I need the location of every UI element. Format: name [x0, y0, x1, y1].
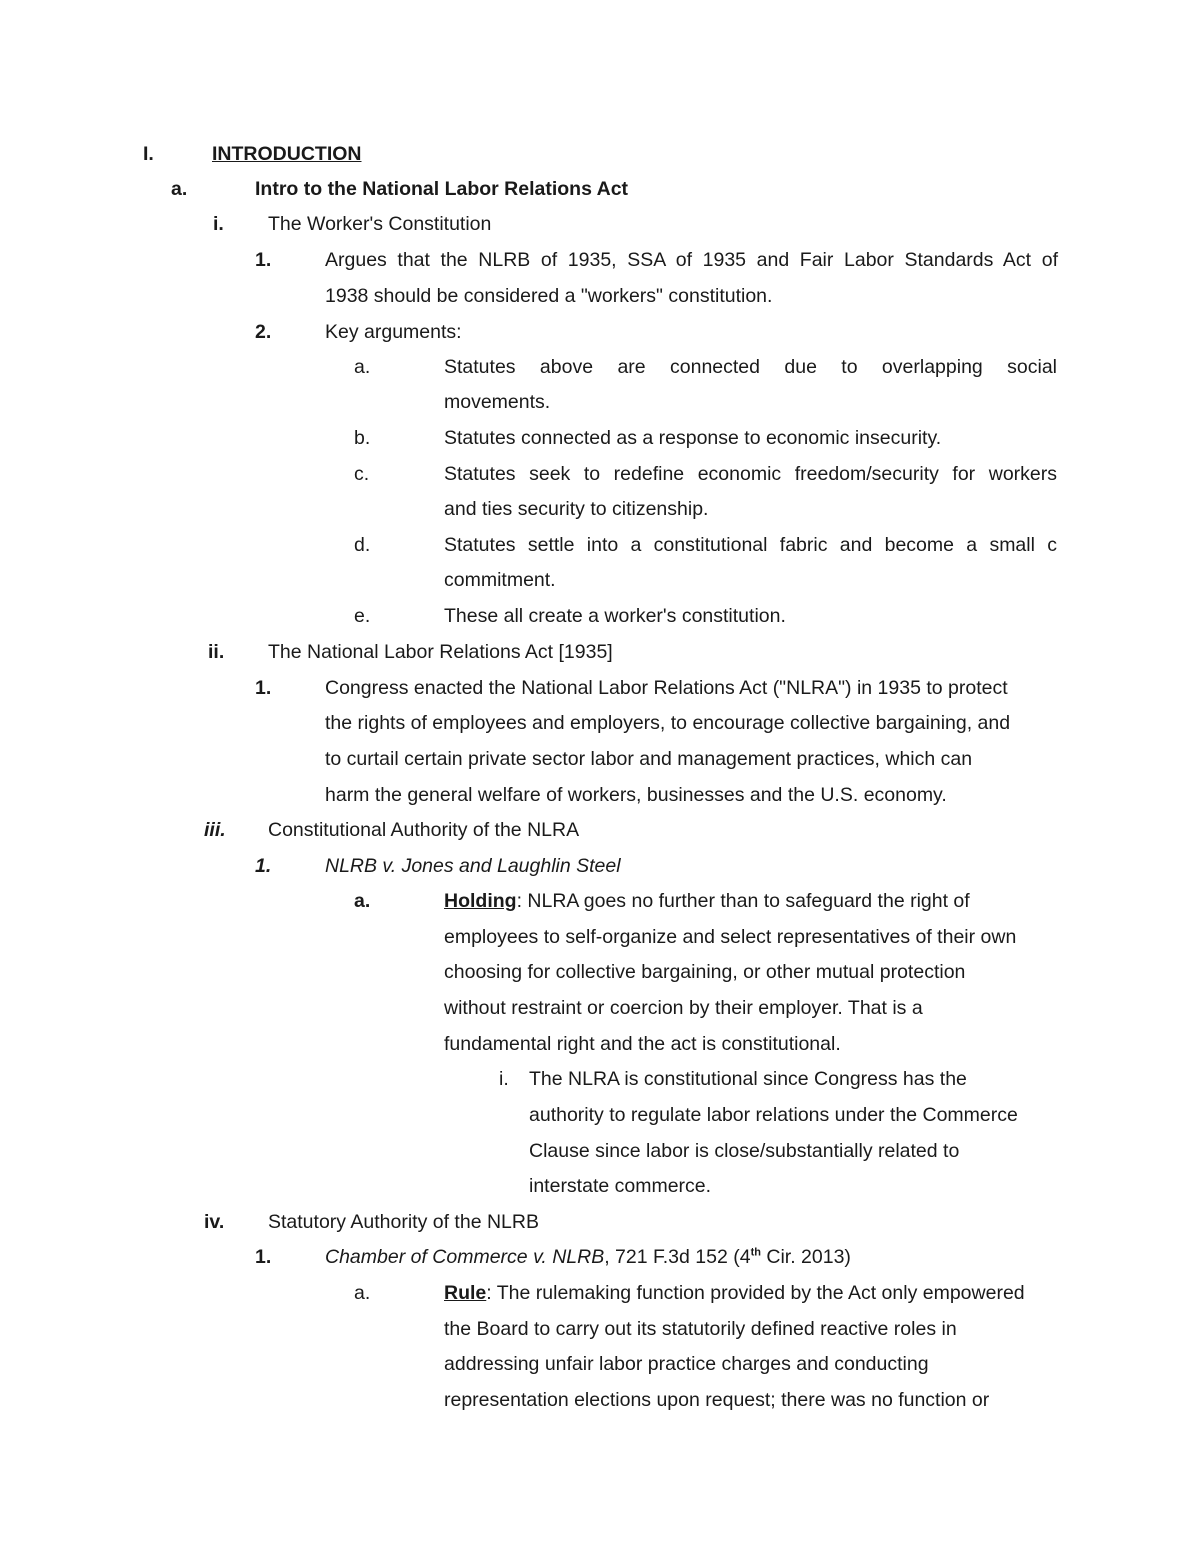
point-marker: 1. — [255, 677, 272, 699]
list-marker: e. — [354, 605, 371, 627]
list-marker: d. — [354, 534, 371, 556]
section-marker: I. — [143, 143, 154, 165]
topic-title: The Worker's Constitution — [268, 213, 492, 235]
sublist-text: authority to regulate labor relations under the Commerce — [529, 1104, 1018, 1126]
list-item-text: Statutes seek to redefine economic freedom/security for workers — [444, 463, 1057, 485]
list-item-text: Statutes connected as a response to economic insecurity. — [444, 427, 942, 449]
holding-text: : NLRA goes no further than to safeguard the right of — [516, 890, 970, 912]
topic-marker: iv. — [204, 1211, 225, 1233]
sublist-marker: i. — [499, 1068, 509, 1090]
point-text: harm the general welfare of workers, businesses and the U.S. economy. — [325, 784, 947, 806]
point-marker: 1. — [255, 855, 272, 877]
list-item-text: These all create a worker's constitution. — [444, 605, 786, 627]
rule-line — [444, 1281, 1025, 1305]
list-item-text: Statutes settle into a constitutional fabric and become a small c — [444, 534, 1057, 556]
topic-title: Statutory Authority of the NLRB — [268, 1211, 539, 1233]
holding-line — [444, 889, 970, 913]
sublist-text: The NLRA is constitutional since Congress has the — [529, 1068, 967, 1090]
case-name: NLRB v. Jones and Laughlin Steel — [325, 855, 621, 877]
holding-text: employees to self-organize and select representatives of their own — [444, 926, 1017, 948]
list-marker: a. — [354, 356, 371, 378]
point-text: 1938 should be considered a "workers" constitution. — [325, 285, 773, 307]
topic-marker: iii. — [204, 819, 226, 841]
holding-label: Holding — [444, 890, 517, 912]
topic-title: The National Labor Relations Act [1935] — [268, 641, 613, 663]
topic-marker: i. — [213, 213, 224, 235]
point-text: Congress enacted the National Labor Relations Act ("NLRA") in 1935 to protect — [325, 677, 1008, 699]
sublist-text: interstate commerce. — [529, 1175, 712, 1197]
topic-marker: ii. — [208, 641, 225, 663]
rule-text: : The rulemaking function provided by the Act only empowered — [486, 1282, 1025, 1304]
list-marker: a. — [354, 890, 371, 912]
holding-text: fundamental right and the act is constitutional. — [444, 1033, 841, 1055]
list-item-text: and ties security to citizenship. — [444, 498, 709, 520]
topic-title: Constitutional Authority of the NLRA — [268, 819, 580, 841]
section-title: INTRODUCTION — [212, 143, 362, 165]
list-marker: c. — [354, 463, 370, 485]
citation-text: , 721 F.3d 152 (4 — [604, 1246, 751, 1268]
point-text: to curtail certain private sector labor and management practices, which can — [325, 748, 973, 770]
rule-text: representation elections upon request; there was no function or — [444, 1389, 990, 1411]
subsection-title: Intro to the National Labor Relations Act — [255, 178, 629, 200]
holding-text: without restraint or coercion by their employer. That is a — [444, 997, 923, 1019]
list-marker: a. — [354, 1282, 371, 1304]
point-marker: 1. — [255, 1246, 272, 1268]
case-citation — [325, 1245, 851, 1269]
list-marker: b. — [354, 427, 371, 449]
list-item-text: Statutes above are connected due to overlapping social — [444, 356, 1057, 378]
subsection-marker: a. — [171, 178, 188, 200]
point-text: the rights of employees and employers, to encourage collective bargaining, and — [325, 712, 1011, 734]
point-text: Key arguments: — [325, 321, 462, 343]
rule-label: Rule — [444, 1282, 487, 1304]
point-marker: 1. — [255, 249, 272, 271]
case-name: Chamber of Commerce v. NLRB — [325, 1246, 605, 1268]
point-text: Argues that the NLRB of 1935, SSA of 1935 and Fair Labor Standards Act of — [325, 249, 1058, 271]
citation-end: Cir. 2013) — [760, 1246, 851, 1268]
ordinal-suffix: th — [750, 1246, 761, 1259]
rule-text: addressing unfair labor practice charges and conducting — [444, 1353, 929, 1375]
sublist-text: Clause since labor is close/substantially related to — [529, 1140, 960, 1162]
rule-text: the Board to carry out its statutorily defined reactive roles in — [444, 1318, 957, 1340]
list-item-text: movements. — [444, 391, 551, 413]
list-item-text: commitment. — [444, 569, 556, 591]
point-marker: 2. — [255, 321, 272, 343]
holding-text: choosing for collective bargaining, or other mutual protection — [444, 961, 966, 983]
